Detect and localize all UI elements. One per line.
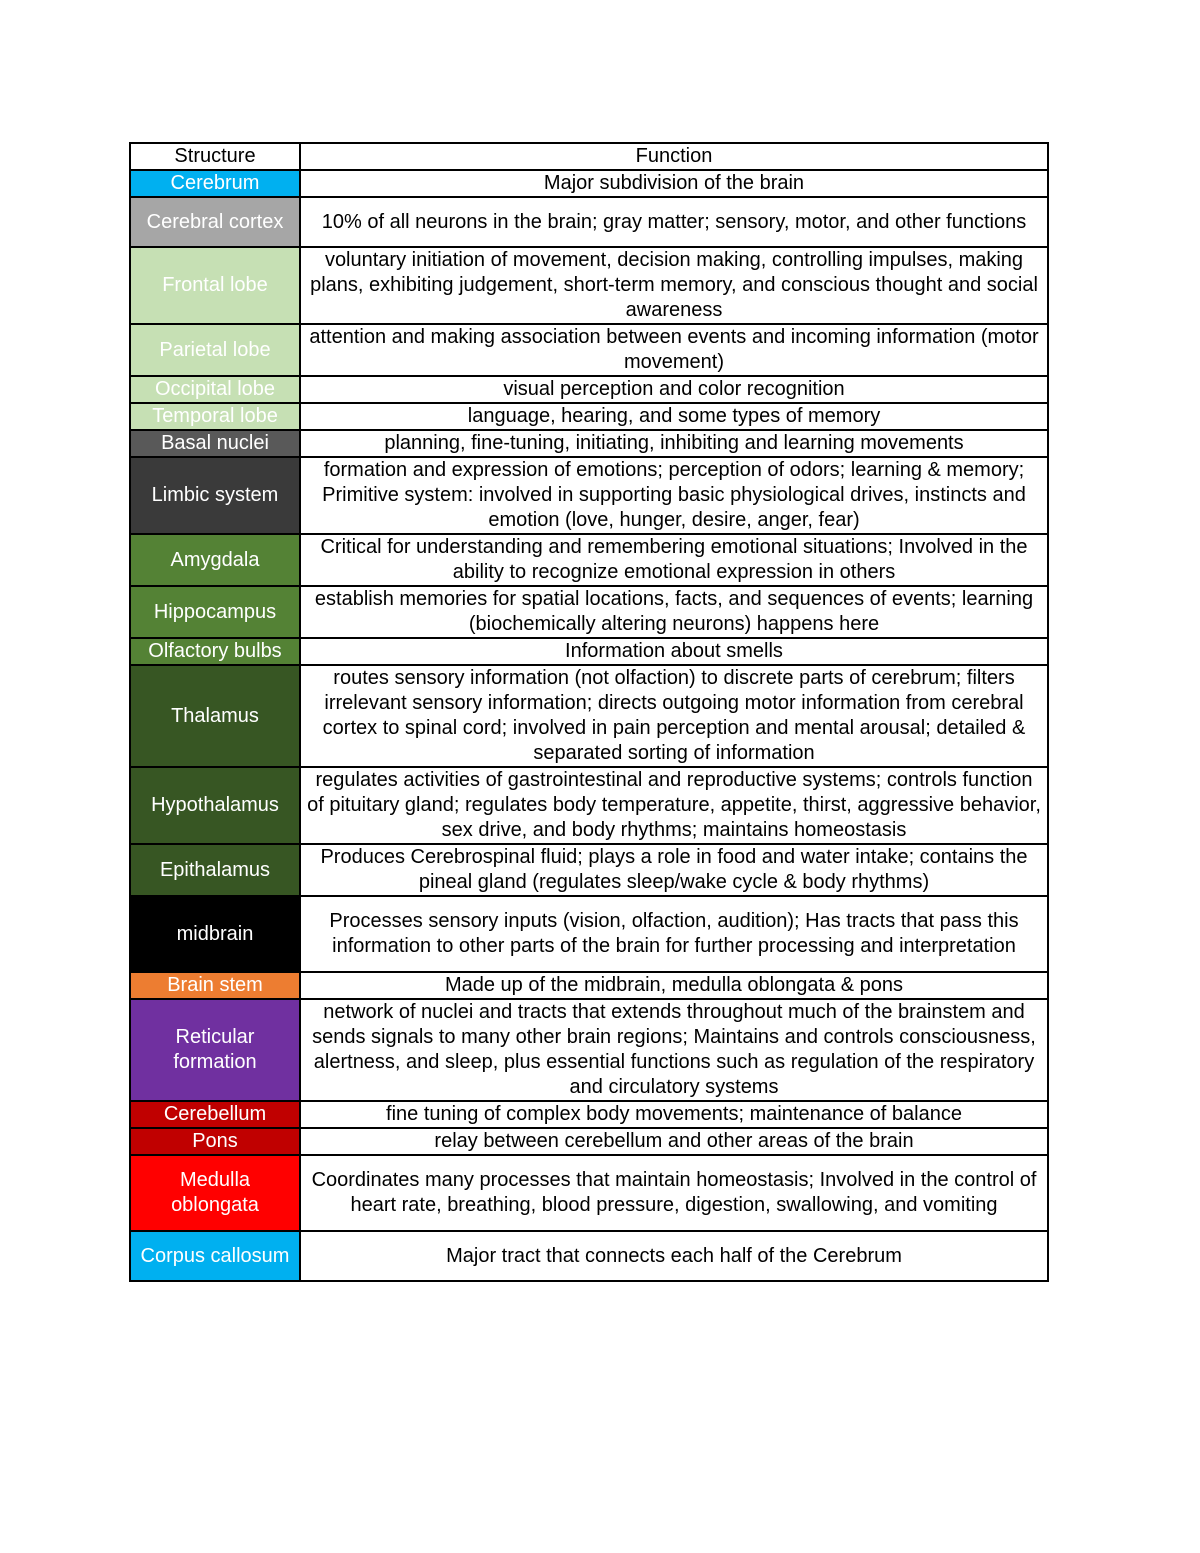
table-row <box>130 247 1048 324</box>
table-row <box>130 197 1048 247</box>
function-cell: establish memories for spatial locations, facts, and sequences of events; learning (biochemically altering neurons) happens here <box>300 586 1048 638</box>
table-row <box>130 972 1048 999</box>
table-row <box>130 376 1048 403</box>
function-cell: relay between cerebellum and other areas of the brain <box>300 1128 1048 1155</box>
table-row <box>130 844 1048 896</box>
function-cell: Produces Cerebrospinal fluid; plays a role in food and water intake; contains the pineal gland (regulates sleep/wake cycle & body rhythms) <box>300 844 1048 896</box>
structure-cell: Corpus callosum <box>130 1231 300 1281</box>
function-cell: visual perception and color recognition <box>300 376 1048 403</box>
function-cell: 10% of all neurons in the brain; gray matter; sensory, motor, and other functions <box>300 197 1048 247</box>
structure-cell: Reticular formation <box>130 999 300 1101</box>
structure-cell: Thalamus <box>130 665 300 767</box>
function-cell: fine tuning of complex body movements; maintenance of balance <box>300 1101 1048 1128</box>
function-cell: Information about smells <box>300 638 1048 665</box>
table-row <box>130 665 1048 767</box>
function-column-header: Function <box>300 143 1048 170</box>
structure-cell: Hippocampus <box>130 586 300 638</box>
structure-cell: Cerebral cortex <box>130 197 300 247</box>
function-cell: voluntary initiation of movement, decision making, controlling impulses, making plans, exhibiting judgement, short-term memory, and conscious thought and social awareness <box>300 247 1048 324</box>
structure-cell: Limbic system <box>130 457 300 534</box>
header-row <box>130 143 1048 170</box>
structure-cell: Occipital lobe <box>130 376 300 403</box>
function-cell: Major subdivision of the brain <box>300 170 1048 197</box>
table-row <box>130 767 1048 844</box>
structure-cell: Brain stem <box>130 972 300 999</box>
table-row <box>130 896 1048 972</box>
structure-cell: midbrain <box>130 896 300 972</box>
function-cell: formation and expression of emotions; perception of odors; learning & memory; Primitive system: involved in supporting basic physiological drives, instincts and emotion (love, hunger, desire, anger, fear) <box>300 457 1048 534</box>
structure-cell: Temporal lobe <box>130 403 300 430</box>
brain-structure-table <box>129 142 1049 1282</box>
table-row <box>130 1231 1048 1281</box>
table-row <box>130 403 1048 430</box>
structure-cell: Epithalamus <box>130 844 300 896</box>
structure-cell: Parietal lobe <box>130 324 300 376</box>
function-cell: routes sensory information (not olfaction) to discrete parts of cerebrum; filters irrelevant sensory information; directs outgoing motor information from cerebral cortex to spinal cord; involved in pain perception and mental arousal; detailed & separated sorting of information <box>300 665 1048 767</box>
table-row <box>130 638 1048 665</box>
function-cell: Critical for understanding and remembering emotional situations; Involved in the ability to recognize emotional expression in others <box>300 534 1048 586</box>
function-cell: network of nuclei and tracts that extends throughout much of the brainstem and sends signals to many other brain regions; Maintains and controls consciousness, alertness, and sleep, plus essential functions such as regulation of the respiratory and circulatory systems <box>300 999 1048 1101</box>
structure-cell: Cerebrum <box>130 170 300 197</box>
table-row <box>130 1128 1048 1155</box>
structure-column-header: Structure <box>130 143 300 170</box>
function-cell: attention and making association between events and incoming information (motor movement) <box>300 324 1048 376</box>
table-row <box>130 586 1048 638</box>
function-cell: planning, fine-tuning, initiating, inhibiting and learning movements <box>300 430 1048 457</box>
structure-cell: Hypothalamus <box>130 767 300 844</box>
function-cell: regulates activities of gastrointestinal and reproductive systems; controls function of pituitary gland; regulates body temperature, appetite, thirst, aggressive behavior, sex drive, and body rhythms; maintains homeostasis <box>300 767 1048 844</box>
table-row <box>130 457 1048 534</box>
structure-cell: Amygdala <box>130 534 300 586</box>
structure-cell: Medulla oblongata <box>130 1155 300 1231</box>
structure-cell: Pons <box>130 1128 300 1155</box>
table-row <box>130 324 1048 376</box>
table-row <box>130 999 1048 1101</box>
structure-cell: Cerebellum <box>130 1101 300 1128</box>
structure-cell: Olfactory bulbs <box>130 638 300 665</box>
table-row <box>130 534 1048 586</box>
function-cell: Made up of the midbrain, medulla oblongata & pons <box>300 972 1048 999</box>
function-cell: Processes sensory inputs (vision, olfaction, audition); Has tracts that pass this information to other parts of the brain for further processing and interpretation <box>300 896 1048 972</box>
table-row <box>130 1101 1048 1128</box>
table-row <box>130 1155 1048 1231</box>
table-row <box>130 170 1048 197</box>
function-cell: Major tract that connects each half of the Cerebrum <box>300 1231 1048 1281</box>
structure-cell: Basal nuclei <box>130 430 300 457</box>
function-cell: Coordinates many processes that maintain homeostasis; Involved in the control of heart rate, breathing, blood pressure, digestion, swallowing, and vomiting <box>300 1155 1048 1231</box>
table-row <box>130 430 1048 457</box>
function-cell: language, hearing, and some types of memory <box>300 403 1048 430</box>
structure-cell: Frontal lobe <box>130 247 300 324</box>
